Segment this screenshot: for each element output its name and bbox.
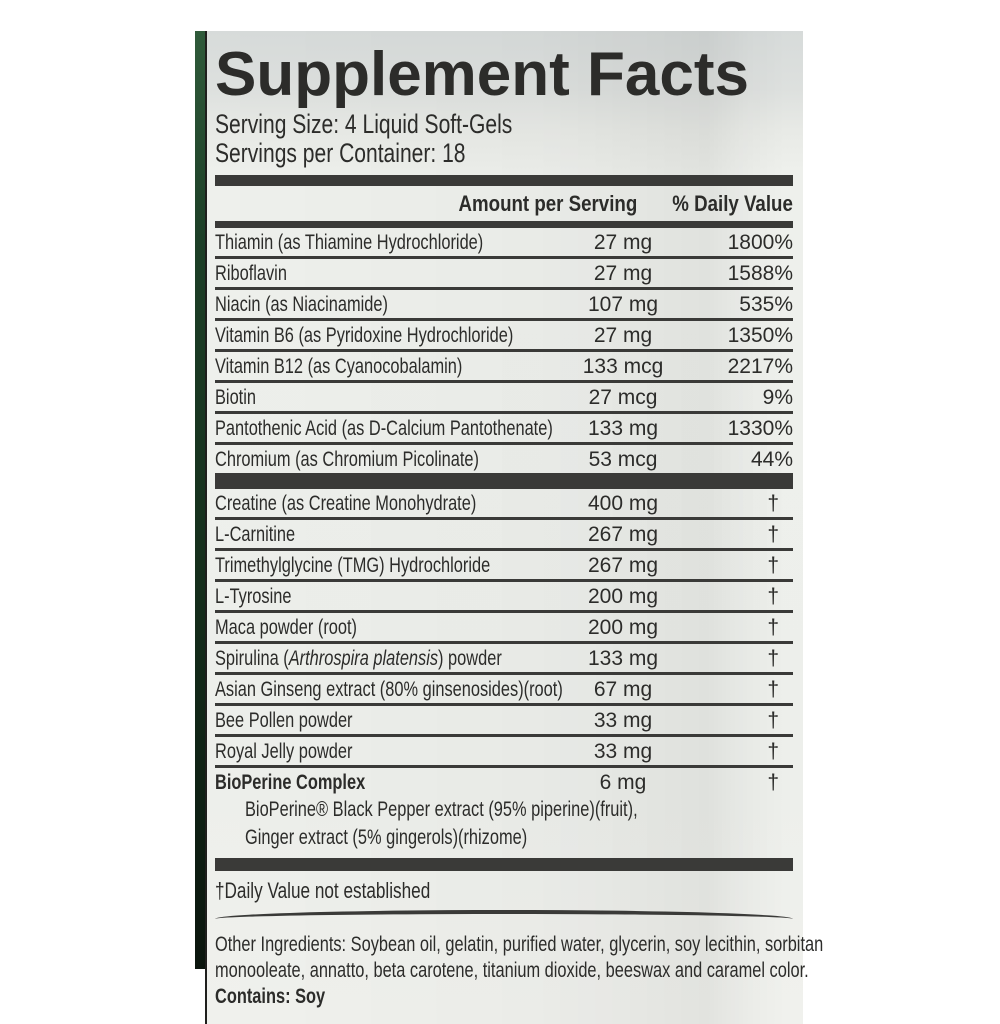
daily-value-column-header: % Daily Value xyxy=(672,191,793,217)
nutrient-amount: 27 mg xyxy=(593,262,653,286)
nutrient-daily-value: † xyxy=(767,771,779,795)
bottle-edge-green-strip xyxy=(195,31,205,969)
nutrient-name: Riboflavin xyxy=(215,262,287,286)
other-ingredients-line: monooleate, annatto, beta carotene, titanium dioxide, beeswax and caramel color. xyxy=(215,959,809,983)
nutrient-daily-value: 9% xyxy=(762,386,793,410)
nutrient-daily-value: † xyxy=(767,647,779,671)
nutrient-row xyxy=(215,321,793,352)
nutrient-name: Chromium (as Chromium Picolinate) xyxy=(215,448,479,472)
curved-divider-line xyxy=(215,910,793,923)
nutrient-daily-value: 1330% xyxy=(727,417,793,441)
other-ingredients-line: Other Ingredients: Soybean oil, gelatin, purified water, glycerin, soy lecithin, sorbitan xyxy=(215,933,824,957)
nutrient-name: Bee Pollen powder xyxy=(215,709,353,733)
nutrient-name: BioPerine Complex xyxy=(215,771,366,795)
nutrient-daily-value: 535% xyxy=(739,293,793,317)
nutrient-daily-value: † xyxy=(767,554,779,578)
nutrient-amount: 67 mg xyxy=(593,678,653,702)
nutrient-name: Niacin (as Niacinamide) xyxy=(215,293,388,317)
nutrient-row xyxy=(215,737,793,768)
nutrient-row xyxy=(215,259,793,290)
nutrient-amount: 33 mg xyxy=(593,740,653,764)
nutrient-daily-value: † xyxy=(767,678,779,702)
nutrient-daily-value: † xyxy=(767,492,779,516)
nutrient-daily-value: 1350% xyxy=(727,324,793,348)
nutrient-amount: 267 mg xyxy=(587,523,659,547)
nutrient-amount: 133 mcg xyxy=(582,355,664,379)
panel-title: Supplement Facts xyxy=(215,40,749,109)
nutrient-amount: 27 mcg xyxy=(588,386,658,410)
nutrient-daily-value: † xyxy=(767,709,779,733)
nutrient-name: L-Carnitine xyxy=(215,523,296,547)
supplement-facts-panel xyxy=(205,31,824,1024)
nutrient-name: Vitamin B12 (as Cyanocobalamin) xyxy=(215,355,463,379)
nutrient-amount: 400 mg xyxy=(587,492,659,516)
nutrient-daily-value: † xyxy=(767,740,779,764)
nutrient-amount: 27 mg xyxy=(593,324,653,348)
daily-value-footnote: †Daily Value not established xyxy=(215,878,431,904)
contains-allergen-line: Contains: Soy xyxy=(215,985,326,1009)
servings-per-container-line: Servings per Container: 18 xyxy=(215,138,466,169)
nutrient-name: L-Tyrosine xyxy=(215,585,292,609)
nutrient-daily-value: † xyxy=(767,616,779,640)
nutrient-row xyxy=(215,414,793,445)
amount-column-header: Amount per Serving xyxy=(458,191,638,217)
nutrient-amount: 53 mcg xyxy=(588,448,658,472)
nutrient-amount: 267 mg xyxy=(587,554,659,578)
nutrient-name: Maca powder (root) xyxy=(215,616,358,640)
nutrient-amount: 6 mg xyxy=(599,771,647,795)
nutrient-daily-value: 2217% xyxy=(727,355,793,379)
nutrient-amount: 133 mg xyxy=(587,417,659,441)
nutrient-name: Asian Ginseng extract (80% ginsenosides)(root) xyxy=(215,678,563,702)
bioperine-complex-block xyxy=(215,768,793,858)
nutrient-name: Thiamin (as Thiamine Hydrochloride) xyxy=(215,231,484,255)
serving-size-line: Serving Size: 4 Liquid Soft-Gels xyxy=(215,109,513,140)
nutrient-amount: 107 mg xyxy=(587,293,659,317)
nutrient-daily-value: 44% xyxy=(750,448,793,472)
nutrient-name: Trimethylglycine (TMG) Hydrochloride xyxy=(215,554,491,578)
vitamin-rows-section xyxy=(215,228,793,476)
nutrient-row xyxy=(215,613,793,644)
nutrient-row xyxy=(215,644,793,675)
bioperine-sub-ingredient: Ginger extract (5% gingerols)(rhizome) xyxy=(245,826,528,850)
nutrient-row xyxy=(215,582,793,613)
nutrient-name: Pantothenic Acid (as D-Calcium Pantothenate) xyxy=(215,417,553,441)
nutrient-row xyxy=(215,352,793,383)
nutrient-row xyxy=(215,706,793,737)
nutrient-row xyxy=(215,675,793,706)
nutrient-name: Creatine (as Creatine Monohydrate) xyxy=(215,492,477,516)
nutrient-amount: 27 mg xyxy=(593,231,653,255)
nutrient-amount: 200 mg xyxy=(587,616,659,640)
nutrient-daily-value: 1800% xyxy=(727,231,793,255)
nutrient-row xyxy=(215,551,793,582)
nutrient-row xyxy=(215,383,793,414)
nutrient-name: Biotin xyxy=(215,386,256,410)
blend-rows-section xyxy=(215,489,793,768)
column-header-row xyxy=(215,186,793,221)
nutrient-name: Spirulina (Arthrospira platensis) powder xyxy=(215,647,502,671)
section-divider-bar xyxy=(215,476,793,489)
nutrient-row xyxy=(215,445,793,476)
nutrient-amount: 200 mg xyxy=(587,585,659,609)
nutrient-amount: 33 mg xyxy=(593,709,653,733)
nutrient-row xyxy=(215,489,793,520)
nutrient-name: Royal Jelly powder xyxy=(215,740,353,764)
section-divider-bar xyxy=(215,858,793,871)
nutrient-daily-value: † xyxy=(767,523,779,547)
nutrient-name: Vitamin B6 (as Pyridoxine Hydrochloride) xyxy=(215,324,514,348)
nutrient-row xyxy=(215,768,793,796)
nutrient-amount: 133 mg xyxy=(587,647,659,671)
section-divider-bar xyxy=(215,175,793,186)
bioperine-sub-ingredient: BioPerine® Black Pepper extract (95% piperine)(fruit), xyxy=(245,798,638,822)
nutrient-row xyxy=(215,290,793,321)
header-divider-bar xyxy=(215,221,793,228)
nutrient-daily-value: † xyxy=(767,585,779,609)
nutrient-daily-value: 1588% xyxy=(727,262,793,286)
nutrient-row xyxy=(215,228,793,259)
other-ingredients-paragraph xyxy=(215,923,824,984)
nutrient-row xyxy=(215,520,793,551)
